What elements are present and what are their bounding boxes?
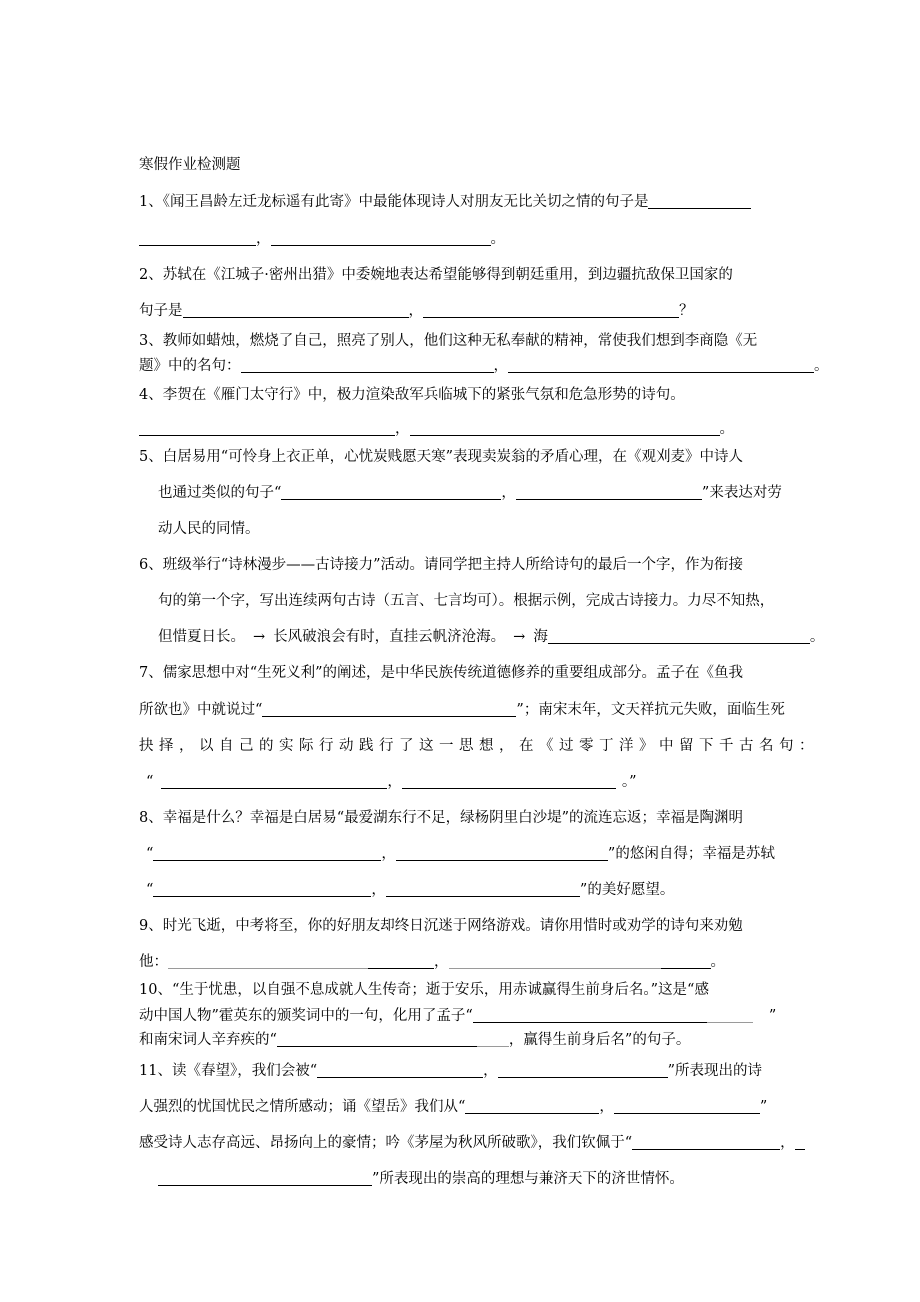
comma: ， xyxy=(780,1135,795,1151)
question-11-answer-line-3 xyxy=(158,1169,684,1189)
question-6-example-verse: 长风破浪会有时，直挂云帆济沧海。 xyxy=(273,629,506,645)
close-quote: ” xyxy=(759,1099,768,1115)
comma: ， xyxy=(395,421,410,437)
question-2-answer-line xyxy=(139,301,694,321)
question-4 xyxy=(139,385,685,405)
answer-blank-11a[interactable] xyxy=(317,1062,483,1078)
answer-blank-6[interactable] xyxy=(548,628,810,644)
answer-blank-10d[interactable] xyxy=(477,1031,509,1047)
question-5-answer-line xyxy=(158,483,782,503)
question-5-text: 白居易用“可怜身上衣正单，心忧炭贱愿天寒”表现卖炭翁的矛盾心理，在《观刈麦》中诗人 xyxy=(162,449,744,465)
answer-blank-11b[interactable] xyxy=(498,1062,668,1078)
question-2-number: 2、 xyxy=(139,267,163,283)
question-1-text: 《闻王昌龄左迁龙标遥有此寄》中最能体现诗人对朋友无比关切之情的句子是 xyxy=(162,194,649,210)
question-1-number: 1、 xyxy=(139,194,163,210)
question-3-answer-line xyxy=(139,356,829,376)
question-5-text-2: 也通过类似的句子“ xyxy=(158,485,282,501)
answer-blank-11d[interactable] xyxy=(614,1098,760,1114)
question-3 xyxy=(139,331,757,351)
question-8 xyxy=(139,808,743,828)
question-7-line-3 xyxy=(139,736,819,756)
question-1-answer-line xyxy=(139,229,505,249)
question-10-number: 10、 xyxy=(139,982,172,998)
question-8-number: 8、 xyxy=(139,810,163,826)
question-9-answer-line xyxy=(139,952,725,972)
question-10-text-2a: 动中国人物”霍英东的颁奖词中的一句，化用了孟子“ xyxy=(139,1008,473,1024)
comma: ， xyxy=(408,303,423,319)
question-9-text-2: 他： xyxy=(139,954,168,970)
question-10-text-3b: ，赢得生前身后名”的句子。 xyxy=(508,1032,691,1048)
answer-blank-3a[interactable] xyxy=(241,357,494,373)
question-3-number: 3、 xyxy=(139,333,163,349)
period: 。 xyxy=(809,629,825,645)
comma: ， xyxy=(483,1063,498,1079)
question-11-answer-line-2 xyxy=(139,1133,805,1153)
question-11-text-3a: 感受诗人志存高远、昂扬向上的豪情；吟《茅屋为秋风所破歌》，我们钦佩于“ xyxy=(139,1135,633,1151)
question-7-answer-line xyxy=(139,700,785,720)
question-11-number: 11、 xyxy=(139,1063,172,1079)
answer-blank-7a[interactable] xyxy=(262,701,516,717)
question-10 xyxy=(139,980,709,1000)
question-11-text-1b: ”所表现出的诗 xyxy=(667,1063,763,1079)
answer-blank-1a[interactable] xyxy=(648,193,751,209)
question-6-example-start: 但惜夏日长。 xyxy=(158,629,245,645)
answer-blank-1b[interactable] xyxy=(139,230,256,246)
period: 。 xyxy=(490,231,505,247)
question-8-text-2: ”的悠闲自得；幸福是苏轼 xyxy=(607,846,775,862)
answer-blank-7b[interactable] xyxy=(161,773,387,789)
question-3-text: 教师如蜡烛，燃烧了自己，照亮了别人，他们这种无私奉献的精神，常使我们想到李商隐《无 xyxy=(162,333,758,349)
answer-blank-3b[interactable] xyxy=(508,357,814,373)
question-6 xyxy=(139,555,743,575)
answer-blank-9a[interactable] xyxy=(168,953,368,969)
question-6-text: 班级举行“诗林漫步——古诗接力”活动。请同学把主持人所给诗句的最后一个字，作为衔接 xyxy=(162,557,744,573)
question-11-text-4: ”所表现出的崇高的理想与兼济天下的济世情怀。 xyxy=(372,1171,684,1187)
answer-blank-5a[interactable] xyxy=(281,484,501,500)
question-4-answer-line xyxy=(139,419,734,439)
question-10-answer-line xyxy=(139,1006,776,1026)
question-6-start-char: 海 xyxy=(533,629,548,645)
period-close-quote: 。” xyxy=(621,774,637,790)
comma: ， xyxy=(599,1099,614,1115)
comma: ， xyxy=(371,882,386,898)
page-title: 寒假作业检测题 xyxy=(139,157,241,173)
comma: ， xyxy=(501,485,516,501)
question-9-text: 时光飞逝，中考将至，你的好朋友却终日沉迷于网络游戏。请你用惜时或劝学的诗句来劝勉 xyxy=(162,918,743,934)
question-2 xyxy=(139,265,733,285)
answer-blank-9c[interactable] xyxy=(449,953,661,969)
question-7-text: 儒家思想中对“生死义利”的阐述，是中华民族传统道德修养的重要组成部分。孟子在《鱼我 xyxy=(162,665,744,681)
answer-blank-8c[interactable] xyxy=(153,881,371,897)
question-4-text: 李贺在《雁门太守行》中，极力渲染敌军兵临城下的紧张气氛和危急形势的诗句。 xyxy=(162,387,685,403)
answer-blank-2a[interactable] xyxy=(183,302,409,318)
comma: ， xyxy=(493,358,508,374)
answer-blank-2b[interactable] xyxy=(423,302,679,318)
question-11-text-2a: 人强烈的忧国忧民之情所感动；诵《望岳》我们从“ xyxy=(139,1099,466,1115)
answer-blank-8a[interactable] xyxy=(153,845,381,861)
question-8-answer-line-2 xyxy=(146,880,674,900)
arrow-right-icon: → xyxy=(513,629,526,645)
question-8-text-3: ”的美好愿望。 xyxy=(579,882,675,898)
question-7 xyxy=(139,663,743,683)
question-11-answer-line xyxy=(139,1097,767,1117)
answer-blank-11e[interactable] xyxy=(632,1134,780,1150)
comma: ， xyxy=(387,774,402,790)
comma: ， xyxy=(434,954,449,970)
answer-blank-10a[interactable] xyxy=(473,1007,707,1023)
question-10-text: “生于忧患，以自强不息成就人生传奇；逝于安乐，用赤诚赢得生前身后名。”这是“感 xyxy=(171,982,709,998)
question-7-answer-line-2 xyxy=(146,772,637,792)
question-7-text-2b: ”；南宋末年，文天祥抗元失败，面临生死 xyxy=(516,702,785,718)
question-5-number: 5、 xyxy=(139,449,163,465)
answer-blank-11c[interactable] xyxy=(465,1098,599,1114)
question-10-answer-line-2 xyxy=(139,1030,690,1050)
question-7-text-3: 抉择，以自己的实际行动践行了这一思想，在《过零丁洋》中留下千古名句： xyxy=(139,738,819,754)
question-6-answer-line xyxy=(158,627,824,647)
question-9 xyxy=(139,916,743,936)
question-8-text: 幸福是什么？幸福是白居易“最爱湖东行不足，绿杨阴里白沙堤”的流连忘返；幸福是陶渊明 xyxy=(162,810,744,826)
open-quote: “ xyxy=(146,774,154,790)
answer-blank-7c[interactable] xyxy=(402,773,616,789)
question-6-number: 6、 xyxy=(139,557,163,573)
open-quote: “ xyxy=(146,846,154,862)
question-5 xyxy=(139,447,743,467)
question-8-answer-line xyxy=(146,844,775,864)
comma: ， xyxy=(256,231,271,247)
question-5-line-3: 动人民的同情。 xyxy=(158,521,260,537)
answer-blank-1c[interactable] xyxy=(271,230,491,246)
answer-blank-9b[interactable] xyxy=(368,953,434,969)
question-7-number: 7、 xyxy=(139,665,163,681)
comma: ， xyxy=(381,846,396,862)
question-9-number: 9、 xyxy=(139,918,163,934)
question-11-text-1a: 读《春望》，我们会被“ xyxy=(171,1063,318,1079)
answer-blank-5b[interactable] xyxy=(516,484,702,500)
question-5-text-3: ”来表达对劳 xyxy=(701,485,782,501)
question-10-text-3a: 和南宋词人辛弃疾的“ xyxy=(139,1032,277,1048)
answer-blank-11f[interactable] xyxy=(795,1134,805,1150)
close-quote: ” xyxy=(768,1008,777,1024)
question-4-number: 4、 xyxy=(139,387,163,403)
question-11 xyxy=(139,1061,762,1081)
answer-blank-10c[interactable] xyxy=(277,1031,477,1047)
answer-blank-4b[interactable] xyxy=(410,420,720,436)
question-2-text: 苏轼在《江城子·密州出猎》中委婉地表达希望能够得到朝廷重用，到边疆抗敌保卫国家的 xyxy=(162,267,733,283)
open-quote: “ xyxy=(146,882,154,898)
answer-blank-8b[interactable] xyxy=(396,845,608,861)
question-7-text-2a: 所欲也》中就说过“ xyxy=(139,702,263,718)
answer-blank-8d[interactable] xyxy=(386,881,580,897)
period: 。 xyxy=(814,358,829,374)
question-3-text-2: 题》中的名句： xyxy=(139,358,241,374)
question-1 xyxy=(139,192,751,212)
question-mark: ？ xyxy=(679,303,694,319)
period: 。 xyxy=(719,421,734,437)
answer-blank-11g[interactable] xyxy=(158,1170,372,1186)
question-6-line-2: 句的第一个字，写出连续两句古诗（五言、七言均可）。根据示例，完成古诗接力。力尽不知热， xyxy=(158,593,775,609)
answer-blank-4a[interactable] xyxy=(139,420,395,436)
arrow-right-icon: → xyxy=(253,629,266,645)
answer-blank-10b[interactable] xyxy=(707,1007,753,1023)
answer-blank-9d[interactable] xyxy=(661,953,711,969)
period: 。 xyxy=(710,954,725,970)
question-2-text-2: 句子是 xyxy=(139,303,183,319)
